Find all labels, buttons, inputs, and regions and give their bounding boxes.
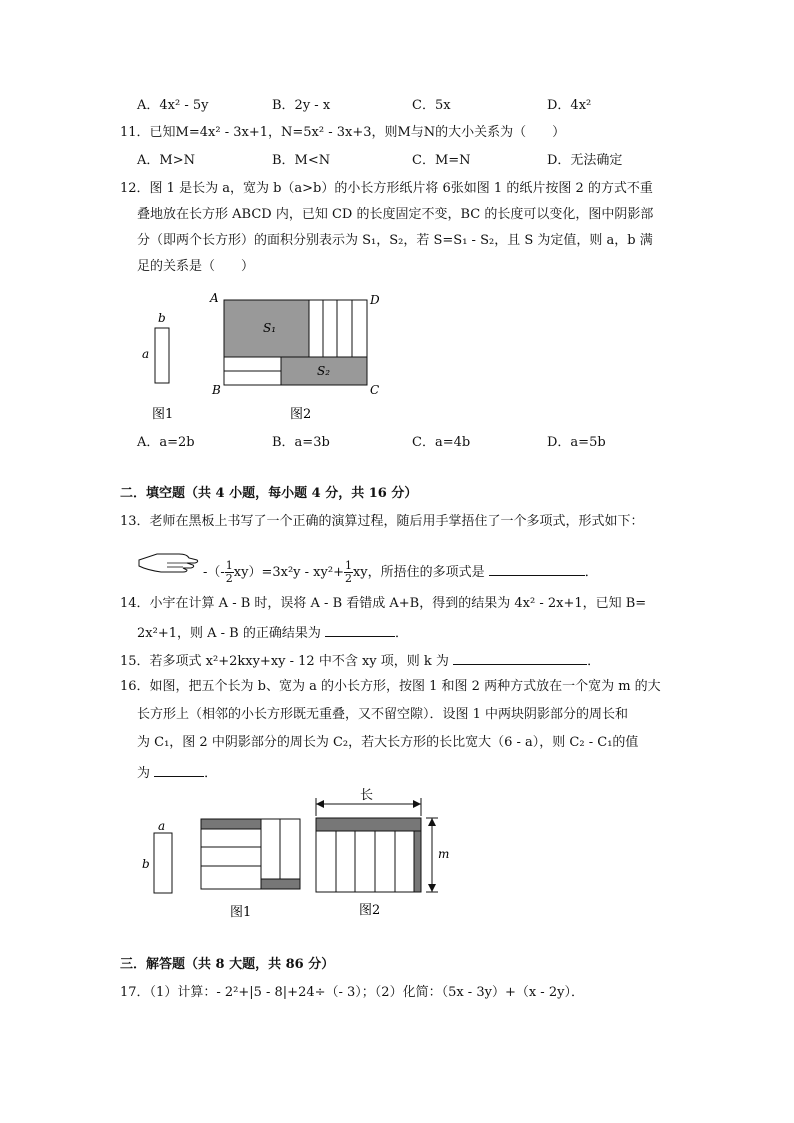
q15-period: ．: [587, 654, 601, 669]
q16-label-chang: 长: [360, 788, 374, 803]
q10-option-d: D．4x²: [547, 98, 592, 113]
q13-minus: -（-: [203, 565, 225, 580]
q16-fig1-shade-top: [201, 819, 261, 829]
q12-fig1-caption: 图1: [152, 407, 174, 422]
q13-frac2-num: 1: [344, 559, 352, 572]
q13-frac1-den: 2: [225, 572, 233, 585]
q16-fig1-caption: 图1: [230, 905, 252, 920]
q14-answer-blank[interactable]: [325, 622, 395, 637]
q15-answer-blank[interactable]: [453, 650, 587, 665]
q16-small-rect: [154, 833, 172, 893]
q12-label-B: B: [212, 383, 221, 397]
q15-line-wrap: [120, 650, 600, 671]
section-3-heading: 三．解答题（共 8 大题，共 86 分）: [120, 957, 335, 972]
q12-line-2: 叠地放在长方形 ABCD 内，已知 CD 的长度固定不变，BC 的长度可以变化，图中阴影部: [137, 207, 654, 222]
q14-line-2: 2x²+1，则 A - B 的正确结果为: [137, 626, 321, 641]
q12-line-3: 分（即两个长方形）的面积分别表示为 S₁，S₂，若 S=S₁ - S₂，且 S 为定值，则 a，b 满: [137, 233, 653, 248]
q12-option-a: A．a=2b: [137, 435, 195, 450]
q13-mid: xy）=3x²y - xy²+: [233, 565, 344, 580]
q11-option-c: C．M=N: [412, 153, 471, 168]
q12-label-C: C: [370, 383, 380, 397]
q16-figure: [138, 786, 458, 926]
q14-period: ．: [394, 626, 408, 641]
q13-fraction-2: [344, 560, 353, 585]
q16-fig1-label-a: a: [158, 819, 166, 833]
q13-period: ．: [584, 565, 598, 580]
q12-option-c: C．a=4b: [412, 435, 471, 450]
q13-tail: xy，所捂住的多项式是: [352, 565, 485, 580]
q16-line-3: 为 C₁，图 2 中阴影部分的周长为 C₂，若大长方形的长比宽大（6 - a），则 C₂ - C₁的值: [137, 735, 639, 750]
q16-fig2-caption: 图2: [359, 903, 381, 918]
q12-fig2-caption: 图2: [290, 407, 312, 422]
hand-icon: [137, 548, 199, 574]
q16-line-2: 长方形上（相邻的小长方形既无重叠，又不留空隙）．设图 1 中两块阴影部分的周长和: [137, 707, 629, 722]
q10-option-a: A．4x² - 5y: [137, 98, 209, 113]
q13-frac2-den: 2: [344, 572, 352, 585]
q12-option-b: B．a=3b: [272, 435, 330, 450]
q13-fraction-1: [225, 560, 234, 585]
q16-fig1-label-b: b: [142, 857, 150, 871]
q16-fig2-shade-top: [316, 818, 421, 831]
q12-fig1-label-b: b: [158, 311, 166, 325]
q11-stem: 11．已知M=4x² - 3x+1，N=5x² - 3x+3，则M与N的大小关系为（ ）: [120, 125, 566, 140]
q12-line-1: 12．图 1 是长为 a，宽为 b（a>b）的小长方形纸片将 6张如图 1 的纸片按图 2 的方式不重: [120, 181, 653, 196]
q12-fig1-label-a: a: [142, 347, 150, 361]
q12-label-s1: S₁: [263, 321, 277, 335]
q11-option-b: B．M<N: [272, 153, 331, 168]
q16-label-m: m: [438, 847, 450, 861]
q14-line-2-wrap: [137, 622, 408, 643]
q13-answer-blank[interactable]: [489, 561, 585, 576]
q16-line-1: 16．如图，把五个长为 b、宽为 a 的小长方形，按图 1 和图 2 两种方式放在一个宽为 m 的大: [120, 679, 661, 694]
q12-figure: [130, 286, 400, 426]
section-2-heading: 二．填空题（共 4 小题，每小题 4 分，共 16 分）: [120, 486, 418, 501]
q16-line-4-wrap: [137, 762, 217, 783]
q16-arrow-right: [413, 800, 421, 808]
q11-option-a: A．M>N: [137, 153, 195, 168]
q16-fig1-shade-bottom: [261, 879, 300, 889]
q16-arrow-left: [316, 800, 324, 808]
q12-label-A: A: [210, 291, 219, 305]
q13-expression: [203, 560, 598, 585]
q12-fig1-rect: [155, 328, 169, 383]
q17-line-1: 17．（1）计算：- 2²+|5 - 8|+24÷（- 3）；（2）化简：（5x - 3y）+（x - 2y）．: [120, 985, 584, 1000]
q12-line-4: 足的关系是（ ）: [137, 259, 255, 274]
q12-label-D: D: [370, 293, 380, 307]
q14-line-1: 14．小宇在计算 A - B 时，误将 A - B 看错成 A+B，得到的结果为 4x² - 2x+1，已知 B=: [120, 596, 647, 611]
q12-option-d: D．a=5b: [547, 435, 606, 450]
q13-frac1-num: 1: [225, 559, 233, 572]
q16-line-4: 为: [137, 766, 151, 781]
q13-line-1: 13．老师在黑板上书写了一个正确的演算过程，随后用手掌捂住了一个多项式，形式如下：: [120, 514, 644, 529]
q16-fig2-shade-right: [414, 831, 421, 892]
q15-line-1: 15．若多项式 x²+2kxy+xy - 12 中不含 xy 项，则 k 为: [120, 654, 449, 669]
q10-option-c: C．5x: [412, 98, 451, 113]
q11-option-d: D．无法确定: [547, 153, 623, 168]
q16-period: ．: [204, 766, 218, 781]
q16-answer-blank[interactable]: [154, 762, 204, 777]
q12-label-s2: S₂: [317, 364, 331, 378]
q16-arrow-up: [428, 818, 436, 826]
q16-arrow-down: [428, 884, 436, 892]
q10-option-b: B．2y - x: [272, 98, 331, 113]
